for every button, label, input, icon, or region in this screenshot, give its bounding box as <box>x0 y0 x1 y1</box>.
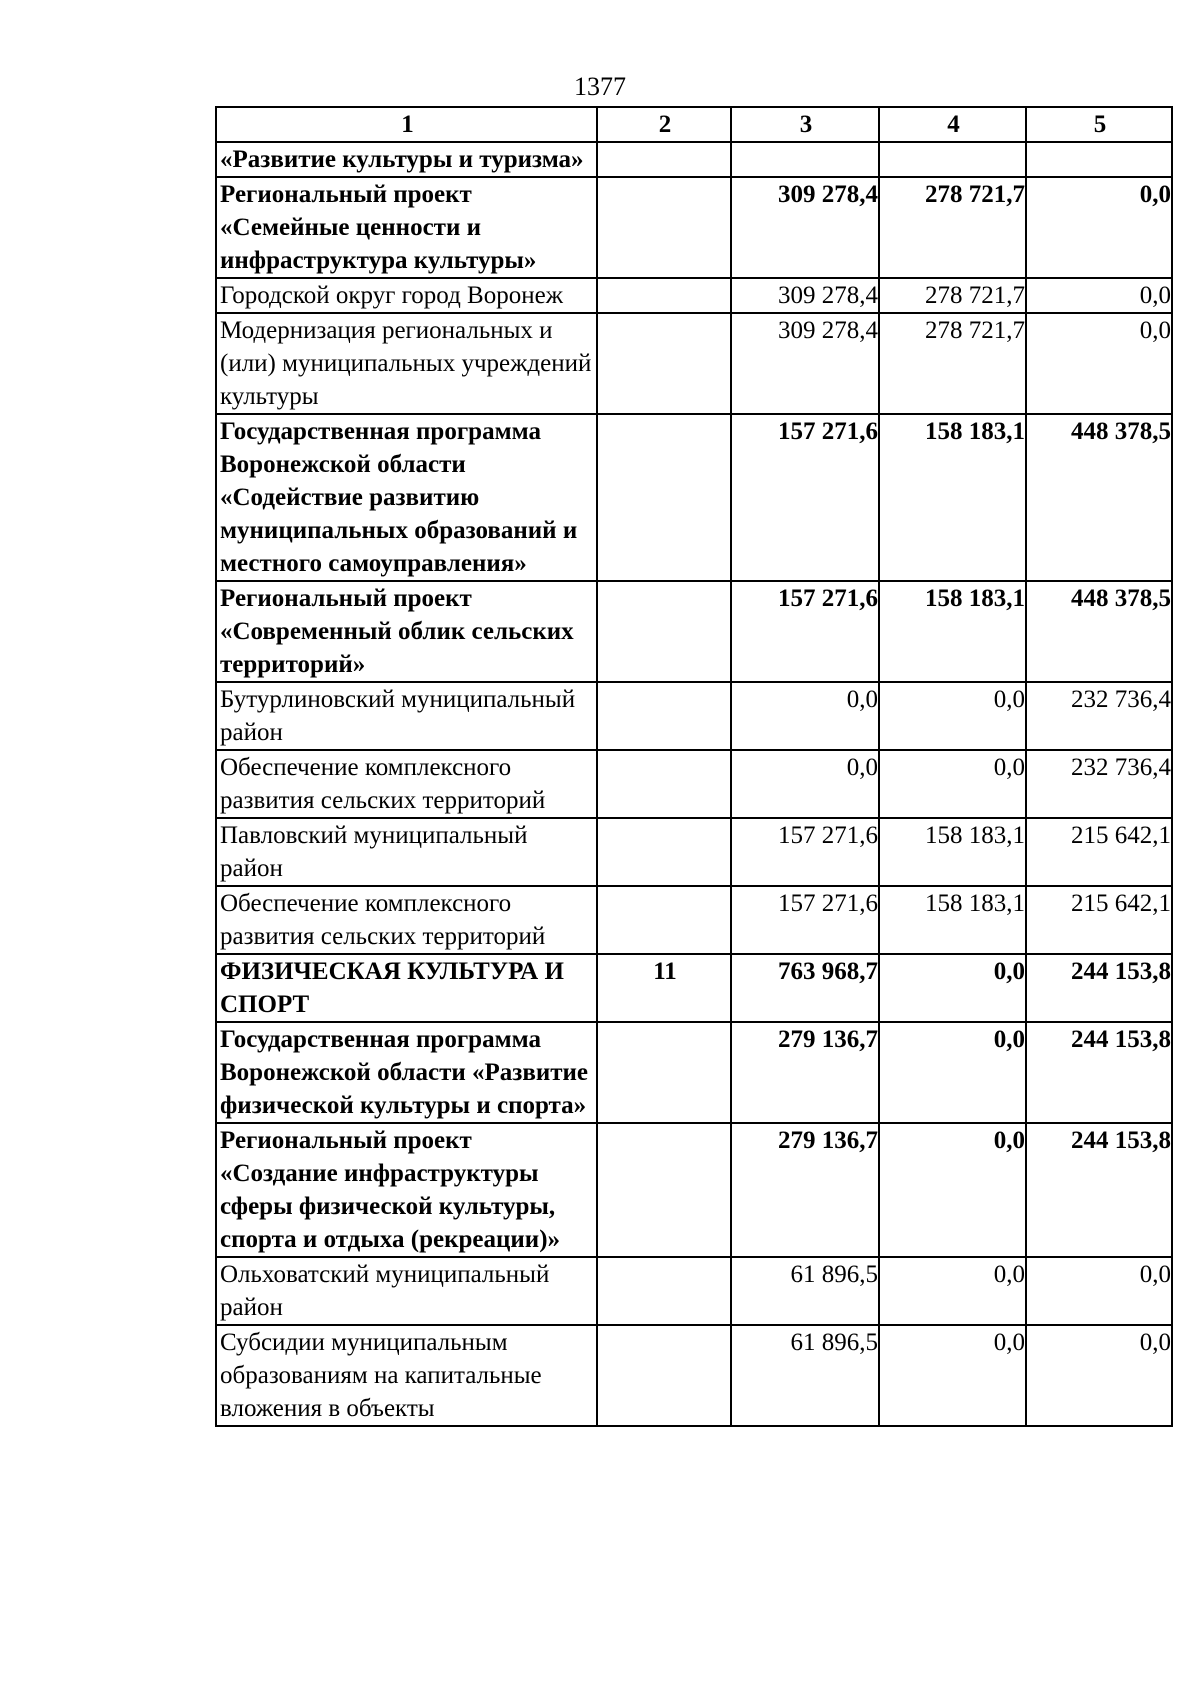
row-code-cell <box>597 1123 731 1257</box>
table-row <box>216 1022 1172 1123</box>
header-row <box>216 107 1172 142</box>
row-column-5-cell: 0,0 <box>1026 313 1172 414</box>
row-name-cell: Ольховатский муниципальный район <box>216 1257 597 1325</box>
table-row <box>216 177 1172 278</box>
row-column-4-cell <box>879 142 1026 177</box>
row-column-3-cell: 279 136,7 <box>731 1123 879 1257</box>
row-code-cell <box>597 177 731 278</box>
row-code-cell <box>597 818 731 886</box>
row-column-5-cell: 232 736,4 <box>1026 750 1172 818</box>
row-name-cell: Региональный проект «Создание инфраструктуры сферы физической культуры, спорта и отдыха (рекреации)» <box>216 1123 597 1257</box>
row-code-cell <box>597 142 731 177</box>
row-column-3-cell: 61 896,5 <box>731 1325 879 1426</box>
table-row <box>216 750 1172 818</box>
column-header-4: 4 <box>879 107 1026 142</box>
row-column-4-cell: 0,0 <box>879 682 1026 750</box>
row-column-4-cell: 158 183,1 <box>879 581 1026 682</box>
row-code-cell <box>597 581 731 682</box>
column-header-3: 3 <box>731 107 879 142</box>
row-code-cell <box>597 1257 731 1325</box>
row-column-5-cell <box>1026 142 1172 177</box>
table-row <box>216 818 1172 886</box>
row-column-4-cell: 0,0 <box>879 1257 1026 1325</box>
row-name-cell: ФИЗИЧЕСКАЯ КУЛЬТУРА И СПОРТ <box>216 954 597 1022</box>
row-name-cell: Государственная программа Воронежской области «Развитие физической культуры и спорта» <box>216 1022 597 1123</box>
row-column-3-cell: 157 271,6 <box>731 414 879 581</box>
row-name-cell: Обеспечение комплексного развития сельских территорий <box>216 750 597 818</box>
row-name-cell: Городской округ город Воронеж <box>216 278 597 313</box>
row-column-4-cell: 158 183,1 <box>879 414 1026 581</box>
table-row <box>216 581 1172 682</box>
row-column-5-cell: 448 378,5 <box>1026 414 1172 581</box>
row-column-4-cell: 278 721,7 <box>879 313 1026 414</box>
row-column-4-cell: 0,0 <box>879 750 1026 818</box>
row-column-3-cell: 309 278,4 <box>731 177 879 278</box>
row-column-4-cell: 0,0 <box>879 954 1026 1022</box>
row-column-3-cell: 279 136,7 <box>731 1022 879 1123</box>
row-code-cell <box>597 1325 731 1426</box>
table-row <box>216 278 1172 313</box>
column-header-1: 1 <box>216 107 597 142</box>
table-row <box>216 954 1172 1022</box>
row-column-4-cell: 278 721,7 <box>879 278 1026 313</box>
row-name-cell: Бутурлиновский муниципальный район <box>216 682 597 750</box>
row-column-5-cell: 215 642,1 <box>1026 818 1172 886</box>
row-code-cell <box>597 313 731 414</box>
row-column-5-cell: 244 153,8 <box>1026 1022 1172 1123</box>
row-code-cell <box>597 414 731 581</box>
row-column-3-cell: 61 896,5 <box>731 1257 879 1325</box>
table-row <box>216 682 1172 750</box>
row-name-cell: Региональный проект «Семейные ценности и инфраструктура культуры» <box>216 177 597 278</box>
row-column-5-cell: 0,0 <box>1026 1257 1172 1325</box>
row-column-4-cell: 158 183,1 <box>879 886 1026 954</box>
row-column-3-cell: 309 278,4 <box>731 278 879 313</box>
row-column-3-cell: 0,0 <box>731 682 879 750</box>
row-column-5-cell: 0,0 <box>1026 278 1172 313</box>
row-column-5-cell: 232 736,4 <box>1026 682 1172 750</box>
row-column-4-cell: 0,0 <box>879 1123 1026 1257</box>
table-row <box>216 142 1172 177</box>
row-column-4-cell: 0,0 <box>879 1325 1026 1426</box>
row-column-3-cell <box>731 142 879 177</box>
row-code-cell <box>597 1022 731 1123</box>
row-name-cell: Павловский муниципальный район <box>216 818 597 886</box>
row-name-cell: Субсидии муниципальным образованиям на капитальные вложения в объекты <box>216 1325 597 1426</box>
row-name-cell: «Развитие культуры и туризма» <box>216 142 597 177</box>
row-column-3-cell: 157 271,6 <box>731 886 879 954</box>
row-column-3-cell: 0,0 <box>731 750 879 818</box>
table-row <box>216 414 1172 581</box>
row-name-cell: Обеспечение комплексного развития сельских территорий <box>216 886 597 954</box>
row-column-4-cell: 0,0 <box>879 1022 1026 1123</box>
column-header-2: 2 <box>597 107 731 142</box>
row-code-cell: 11 <box>597 954 731 1022</box>
budget-table <box>215 106 1173 1427</box>
row-name-cell: Модернизация региональных и (или) муниципальных учреждений культуры <box>216 313 597 414</box>
row-code-cell <box>597 750 731 818</box>
row-column-3-cell: 157 271,6 <box>731 818 879 886</box>
row-column-5-cell: 0,0 <box>1026 177 1172 278</box>
row-column-4-cell: 158 183,1 <box>879 818 1026 886</box>
row-column-5-cell: 0,0 <box>1026 1325 1172 1426</box>
row-column-5-cell: 215 642,1 <box>1026 886 1172 954</box>
row-name-cell: Региональный проект «Современный облик сельских территорий» <box>216 581 597 682</box>
table-row <box>216 1257 1172 1325</box>
row-column-4-cell: 278 721,7 <box>879 177 1026 278</box>
row-code-cell <box>597 278 731 313</box>
row-column-3-cell: 763 968,7 <box>731 954 879 1022</box>
table-row <box>216 313 1172 414</box>
row-column-3-cell: 309 278,4 <box>731 313 879 414</box>
row-column-3-cell: 157 271,6 <box>731 581 879 682</box>
table-row <box>216 886 1172 954</box>
row-column-5-cell: 448 378,5 <box>1026 581 1172 682</box>
table-row <box>216 1123 1172 1257</box>
row-column-5-cell: 244 153,8 <box>1026 1123 1172 1257</box>
table-row <box>216 1325 1172 1426</box>
row-code-cell <box>597 682 731 750</box>
row-name-cell: Государственная программа Воронежской области «Содействие развитию муниципальных образований и местного самоуправления» <box>216 414 597 581</box>
row-code-cell <box>597 886 731 954</box>
table-body <box>216 142 1172 1426</box>
row-column-5-cell: 244 153,8 <box>1026 954 1172 1022</box>
page-number: 1377 <box>574 72 626 101</box>
column-header-5: 5 <box>1026 107 1172 142</box>
